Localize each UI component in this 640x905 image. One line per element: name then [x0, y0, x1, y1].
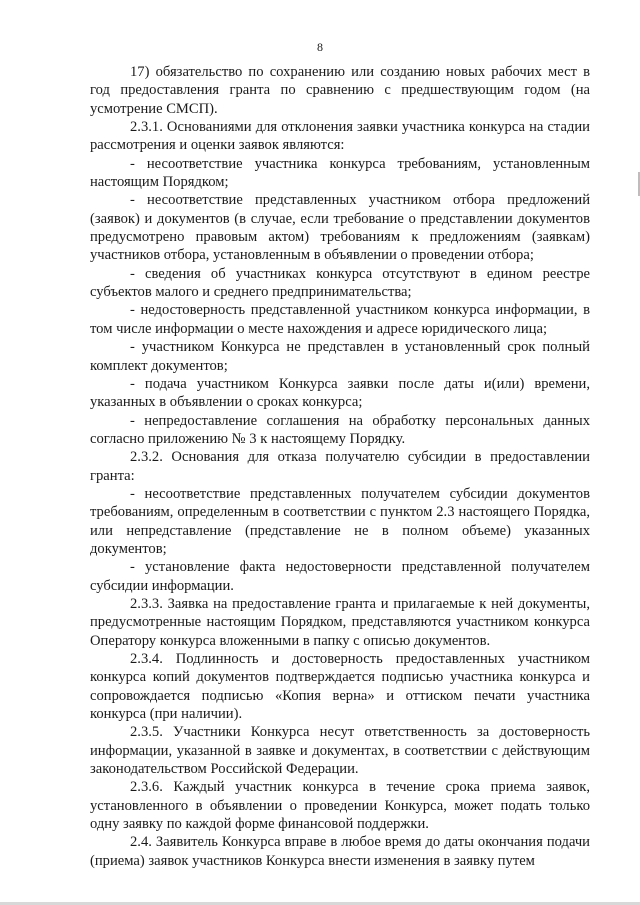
- list-item: - непредоставление соглашения на обработку персональных данных согласно приложению № 3 к настоящему Порядку.: [90, 412, 590, 447]
- paragraph-2-3-3: 2.3.3. Заявка на предоставление гранта и прилагаемые к ней документы, предусмотренные настоящим Порядком, представляются участником конкурса Оператору конкурса вложенными в папку с описью документов.: [90, 595, 590, 649]
- list-item: - участником Конкурса не представлен в установленный срок полный комплект документов;: [90, 339, 590, 374]
- list-item: - недостоверность представленной участником конкурса информации, в том числе информации о месте нахождения и адресе юридического лица;: [90, 302, 590, 337]
- paragraph-2-3-4: 2.3.4. Подлинность и достоверность предоставленных участником конкурса копий документов подтверждается подписью участника конкурса и сопровождается подписью «Копия верна» и оттиском печати участника конкурса (при наличии).: [90, 651, 590, 723]
- list-item: - сведения об участниках конкурса отсутствуют в едином реестре субъектов малого и среднего предпринимательства;: [90, 265, 590, 301]
- paragraph-2-3-2: 2.3.2. Основания для отказа получателю субсидии в предоставлении гранта:: [90, 449, 590, 484]
- paragraph-2-3-5: 2.3.5. Участники Конкурса несут ответственность за достоверность информации, указанной в заявке и документах, в соответствии с действующим законодательством Российской Федерации.: [90, 724, 590, 778]
- list-item: - установление факта недостоверности представленной получателем субсидии информации.: [90, 559, 590, 594]
- list-item: - подача участником Конкурса заявки после даты и(или) времени, указанных в объявлении о сроках конкурса;: [90, 375, 590, 411]
- paragraph-2-4: 2.4. Заявитель Конкурса вправе в любое время до даты окончания подачи (приема) заявок участников Конкурса внести изменения в заявку путем: [90, 834, 590, 869]
- paragraph-2-3-6: 2.3.6. Каждый участник конкурса в течение срока приема заявок, установленного в объявлении о проведении Конкурса, может подать только одну заявку по каждой форме финансовой поддержки.: [90, 779, 590, 833]
- list-item: - несоответствие участника конкурса требованиям, установленным настоящим Порядком;: [90, 155, 590, 191]
- document-body: [90, 63, 590, 870]
- page-number: 8: [317, 40, 323, 54]
- paragraph-2-3-1: 2.3.1. Основаниями для отклонения заявки участника конкурса на стадии рассмотрения и оценки заявок являются:: [90, 119, 590, 154]
- paragraph-item-17: 17) обязательство по сохранению или созданию новых рабочих мест в год предоставления гранта по сравнению с предшествующим годом (на усмотрение СМСП).: [90, 64, 590, 117]
- list-item: - несоответствие представленных получателем субсидии документов требованиям, определенным в соответствии с пунктом 2.3 настоящего Порядка, или непредставление (представление не в полном объеме) указанных документов;: [90, 485, 590, 557]
- list-item: - несоответствие представленных участником отбора предложений (заявок) и документов (в случае, если требование о представлении документов предусмотрено правовым актом) требованиям к предложениям (заявкам) участников отбора, установленным в объявлении о проведении отбора;: [90, 192, 590, 264]
